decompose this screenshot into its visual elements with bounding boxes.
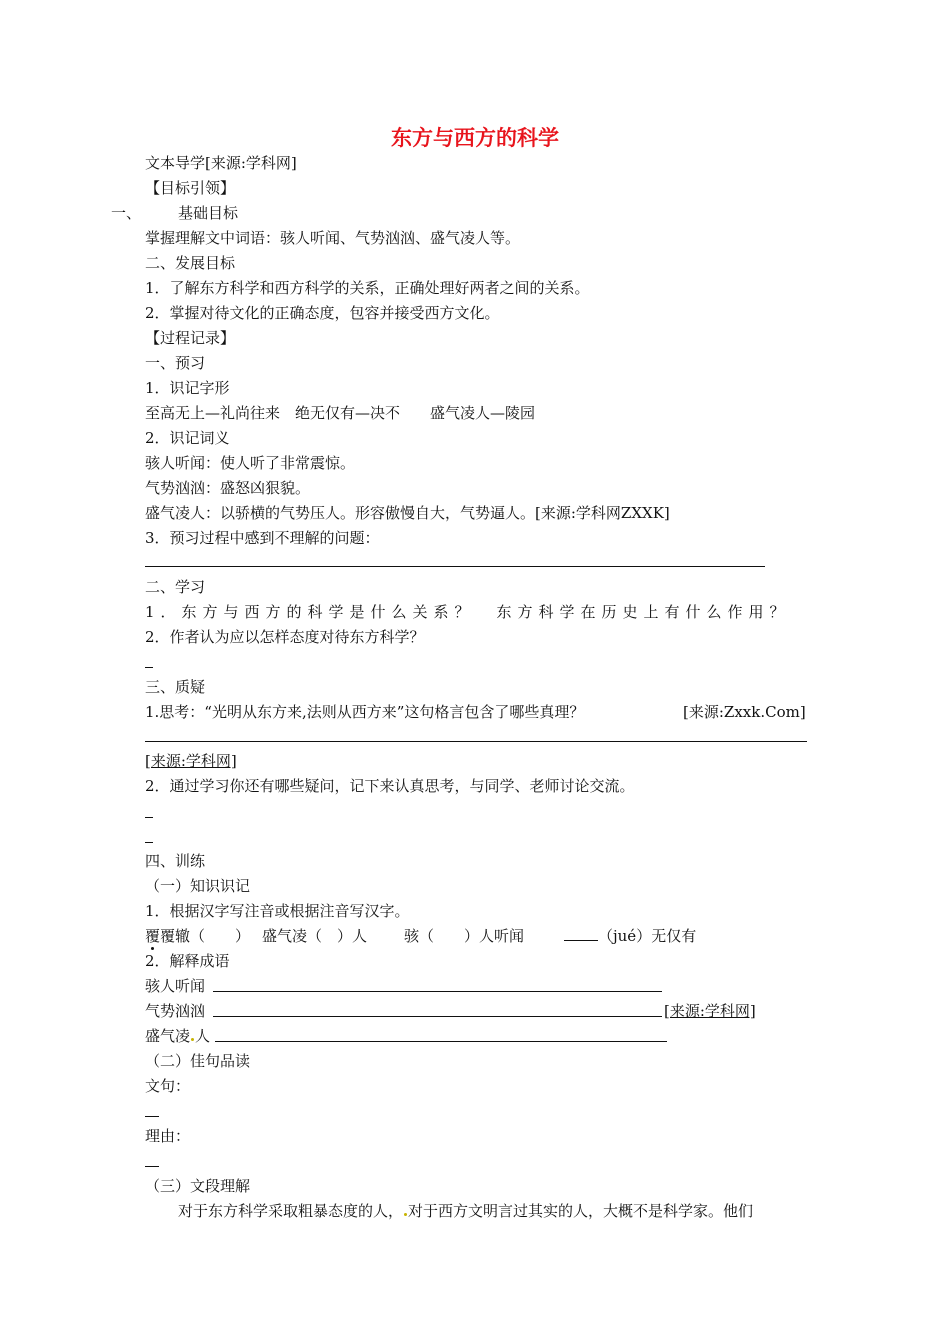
pinyin-item-4 bbox=[564, 926, 696, 946]
answer-line[interactable] bbox=[213, 991, 662, 992]
fill-blank[interactable] bbox=[564, 926, 598, 941]
source-note: [来源:学科网] bbox=[664, 1002, 756, 1020]
idiom-3-label bbox=[145, 1026, 210, 1046]
study-header: 二、学习 bbox=[145, 578, 206, 596]
process-header: 【过程记录】 bbox=[145, 329, 236, 347]
answer-line[interactable] bbox=[145, 667, 153, 668]
idiom-3-part-b: 人 bbox=[195, 1027, 211, 1045]
mark-dot bbox=[404, 1213, 407, 1216]
answer-line[interactable] bbox=[213, 1016, 662, 1017]
paragraph-text-part-2: 对于西方文明言过其实的人，大概不是科学家。他们 bbox=[408, 1202, 754, 1220]
study-question-1: 1．东方与西方的科学是什么关系？ 东方科学在历史上有什么作用？ bbox=[145, 603, 791, 621]
preview-header: 一、预习 bbox=[145, 354, 206, 372]
knowledge-header: （一）知识识记 bbox=[145, 877, 251, 895]
reason-label: 理由： bbox=[145, 1127, 191, 1145]
idiom-2-label: 气势汹汹 bbox=[145, 1002, 206, 1020]
idiom-1-label: 骇人听闻 bbox=[145, 977, 206, 995]
guide-line: 文本导学[来源:学科网] bbox=[145, 154, 297, 172]
preview-item-3: 3．预习过程中感到不理解的问题： bbox=[145, 529, 380, 547]
answer-line[interactable] bbox=[145, 566, 765, 567]
preview-item-2: 2．识记词义 bbox=[145, 429, 230, 447]
answer-line[interactable] bbox=[145, 1116, 159, 1117]
definition-3: 盛气凌人：以骄横的气势压人。形容傲慢自大，气势逼人。[来源:学科网ZXXK] bbox=[145, 504, 670, 522]
pinyin-item-1-text: 覆辙（ ） bbox=[160, 927, 251, 945]
basic-goal-label: 基础目标 bbox=[178, 204, 239, 222]
knowledge-item-2: 2．解释成语 bbox=[145, 952, 230, 970]
preview-item-1: 1．识记字形 bbox=[145, 379, 230, 397]
study-question-2: 2．作者认为应以怎样态度对待东方科学？ bbox=[145, 628, 425, 646]
development-goal-2: 2．掌握对待文化的正确态度，包容并接受西方文化。 bbox=[145, 304, 500, 322]
training-header: 四、训练 bbox=[145, 852, 206, 870]
sentence-appreciation-header: （二）佳句品读 bbox=[145, 1052, 251, 1070]
preview-item-1-words: 至高无上—礼尚往来 绝无仅有—决不 盛气凌人—陵园 bbox=[145, 404, 536, 422]
mark-dot bbox=[191, 1038, 194, 1041]
basic-goal-number: 一、 bbox=[111, 204, 142, 222]
pinyin-item-1 bbox=[145, 926, 250, 946]
answer-line[interactable] bbox=[145, 1166, 159, 1167]
development-goal-header: 二、发展目标 bbox=[145, 254, 236, 272]
query-header: 三、质疑 bbox=[145, 678, 206, 696]
sentence-label: 文句： bbox=[145, 1077, 191, 1095]
source-note: [来源:学科网] bbox=[145, 752, 237, 770]
basic-goal-text: 掌握理解文中词语：骇人听闻、气势汹汹、盛气凌人等。 bbox=[145, 229, 521, 247]
paragraph-header: （三）文段理解 bbox=[145, 1177, 251, 1195]
pinyin-item-2: 盛气凌（ ）人 bbox=[262, 927, 368, 945]
answer-line[interactable] bbox=[215, 1041, 667, 1042]
goals-header: 【目标引领】 bbox=[145, 179, 236, 197]
pinyin-item-4-text: （jué）无仅有 bbox=[598, 927, 697, 945]
answer-line[interactable] bbox=[145, 741, 807, 742]
knowledge-item-1: 1．根据汉字写注音或根据注音写汉字。 bbox=[145, 902, 410, 920]
idiom-3-part-a: 盛气凌 bbox=[145, 1027, 191, 1045]
query-question-1: 1.思考：“光明从东方来,法则从西方来”这句格言包含了哪些真理？ bbox=[145, 703, 585, 721]
pinyin-item-3: 骇（ ）人听闻 bbox=[404, 927, 525, 945]
paragraph-text-part-1: 对于东方科学采取粗暴态度的人， bbox=[178, 1202, 404, 1220]
answer-line[interactable] bbox=[145, 817, 153, 818]
definition-1: 骇人听闻：使人听了非常震惊。 bbox=[145, 454, 356, 472]
definition-2: 气势汹汹：盛怒凶狠貌。 bbox=[145, 479, 311, 497]
page-title: 东方与西方的科学 bbox=[391, 126, 559, 150]
source-note: [来源:Zxxk.Com] bbox=[683, 703, 806, 721]
paragraph-text bbox=[178, 1201, 753, 1221]
emphasis-char: 覆 bbox=[145, 927, 161, 945]
query-question-2: 2．通过学习你还有哪些疑问，记下来认真思考，与同学、老师讨论交流。 bbox=[145, 777, 635, 795]
development-goal-1: 1．了解东方科学和西方科学的关系，正确处理好两者之间的关系。 bbox=[145, 279, 590, 297]
answer-line[interactable] bbox=[145, 842, 153, 843]
